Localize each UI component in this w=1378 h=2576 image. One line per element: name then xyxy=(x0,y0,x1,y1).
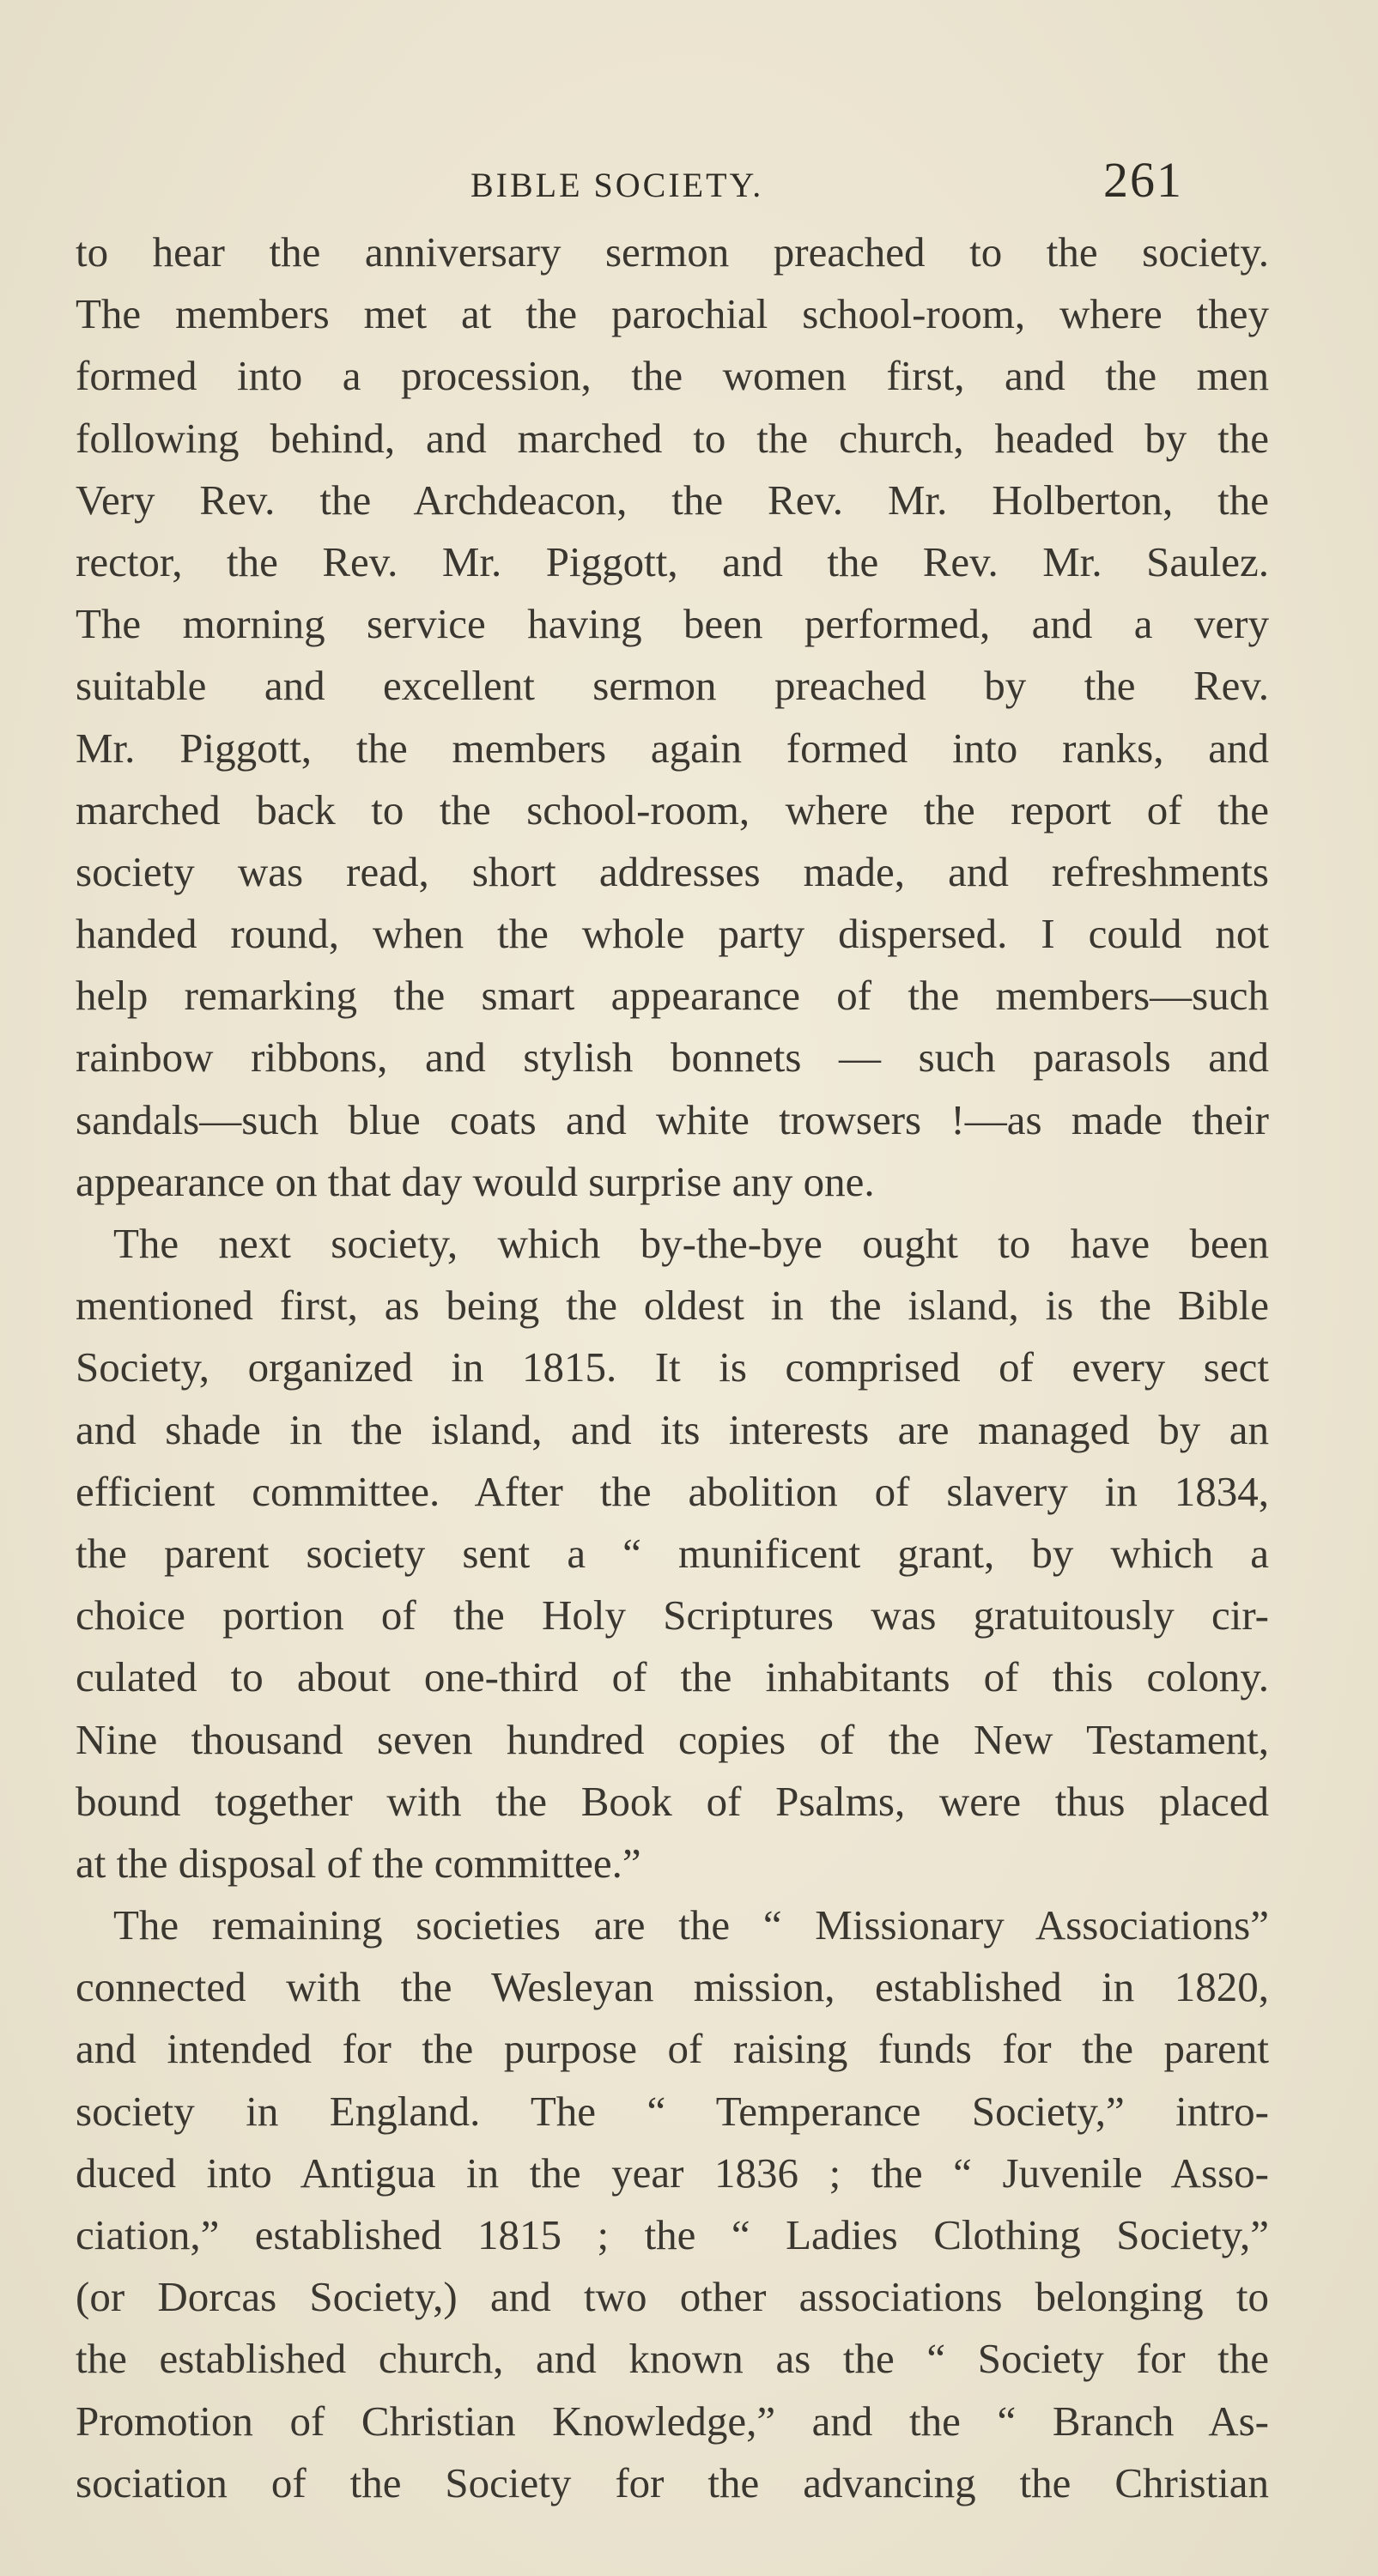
text-line: ciation,” established 1815 ; the “ Ladies Clothing Society,” xyxy=(76,2211,1269,2258)
text-line: sociation of the Society for the advancing the Christian xyxy=(76,2458,1269,2506)
text-line: the parent society sent a “ munificent grant, by which a xyxy=(76,1529,1269,1577)
text-line: Society, organized in 1815. It is comprised of every sect xyxy=(76,1343,1269,1391)
text-line: to hear the anniversary sermon preached to the society. xyxy=(76,228,1269,276)
text-line: help remarking the smart appearance of the members—such xyxy=(76,972,1269,1020)
running-head: BIBLE SOCIETY. xyxy=(470,166,764,204)
text-line: connected with the Wesleyan mission, established in 1820, xyxy=(76,1963,1269,2011)
text-line: society was read, short addresses made, and refreshments xyxy=(76,847,1269,895)
text-line: the established church, and known as the “ Society for the xyxy=(76,2335,1269,2383)
text-line: at the disposal of the committee.” xyxy=(76,1839,641,1887)
page-number: 261 xyxy=(1103,152,1183,208)
text-line: The morning service having been performed, and a very xyxy=(76,600,1269,648)
text-line: appearance on that day would surprise any one. xyxy=(76,1157,875,1205)
text-line: rainbow ribbons, and stylish bonnets — such parasols and xyxy=(76,1033,1269,1082)
text-line: suitable and excellent sermon preached by the Rev. xyxy=(76,662,1269,710)
text-line: and intended for the purpose of raising funds for the parent xyxy=(76,2025,1269,2073)
text-line: choice portion of the Holy Scriptures was gratuitously cir- xyxy=(76,1591,1269,1640)
text-line: sandals—such blue coats and white trowsers !—as made their xyxy=(76,1095,1269,1143)
body-text xyxy=(76,221,1269,2514)
text-line: following behind, and marched to the church, headed by the xyxy=(76,414,1269,462)
text-line: The next society, which by-the-bye ought to have been xyxy=(113,1220,1269,1267)
text-line: The members met at the parochial school-room, where they xyxy=(76,290,1269,338)
text-line: bound together with the Book of Psalms, were thus placed xyxy=(76,1777,1269,1825)
text-line: mentioned first, as being the oldest in the island, is the Bible xyxy=(76,1282,1269,1330)
text-line: efficient committee. After the abolition of slavery in 1834, xyxy=(76,1467,1269,1515)
text-line: Mr. Piggott, the members again formed into ranks, and xyxy=(76,724,1269,772)
text-line: Promotion of Christian Knowledge,” and the “ Branch As- xyxy=(76,2397,1269,2445)
text-line: (or Dorcas Society,) and two other associations belonging to xyxy=(76,2273,1269,2321)
text-line: duced into Antigua in the year 1836 ; the “ Juvenile Asso- xyxy=(76,2149,1269,2197)
text-line: formed into a procession, the women first, and the men xyxy=(76,352,1269,400)
text-line: and shade in the island, and its interests are managed by an xyxy=(76,1405,1269,1453)
text-line: rector, the Rev. Mr. Piggott, and the Rev. Mr. Saulez. xyxy=(76,537,1269,585)
text-line: culated to about one-third of the inhabitants of this colony. xyxy=(76,1653,1269,1701)
text-line: Very Rev. the Archdeacon, the Rev. Mr. Holberton, the xyxy=(76,476,1269,524)
text-line: society in England. The “ Temperance Society,” intro- xyxy=(76,2087,1269,2135)
text-line: Nine thousand seven hundred copies of the New Testament, xyxy=(76,1715,1269,1763)
text-line: marched back to the school-room, where the report of the xyxy=(76,785,1269,833)
text-line: The remaining societies are the “ Missionary Associations” xyxy=(113,1901,1269,1949)
text-line: handed round, when the whole party dispersed. I could not xyxy=(76,910,1269,958)
page-header xyxy=(0,151,1378,211)
